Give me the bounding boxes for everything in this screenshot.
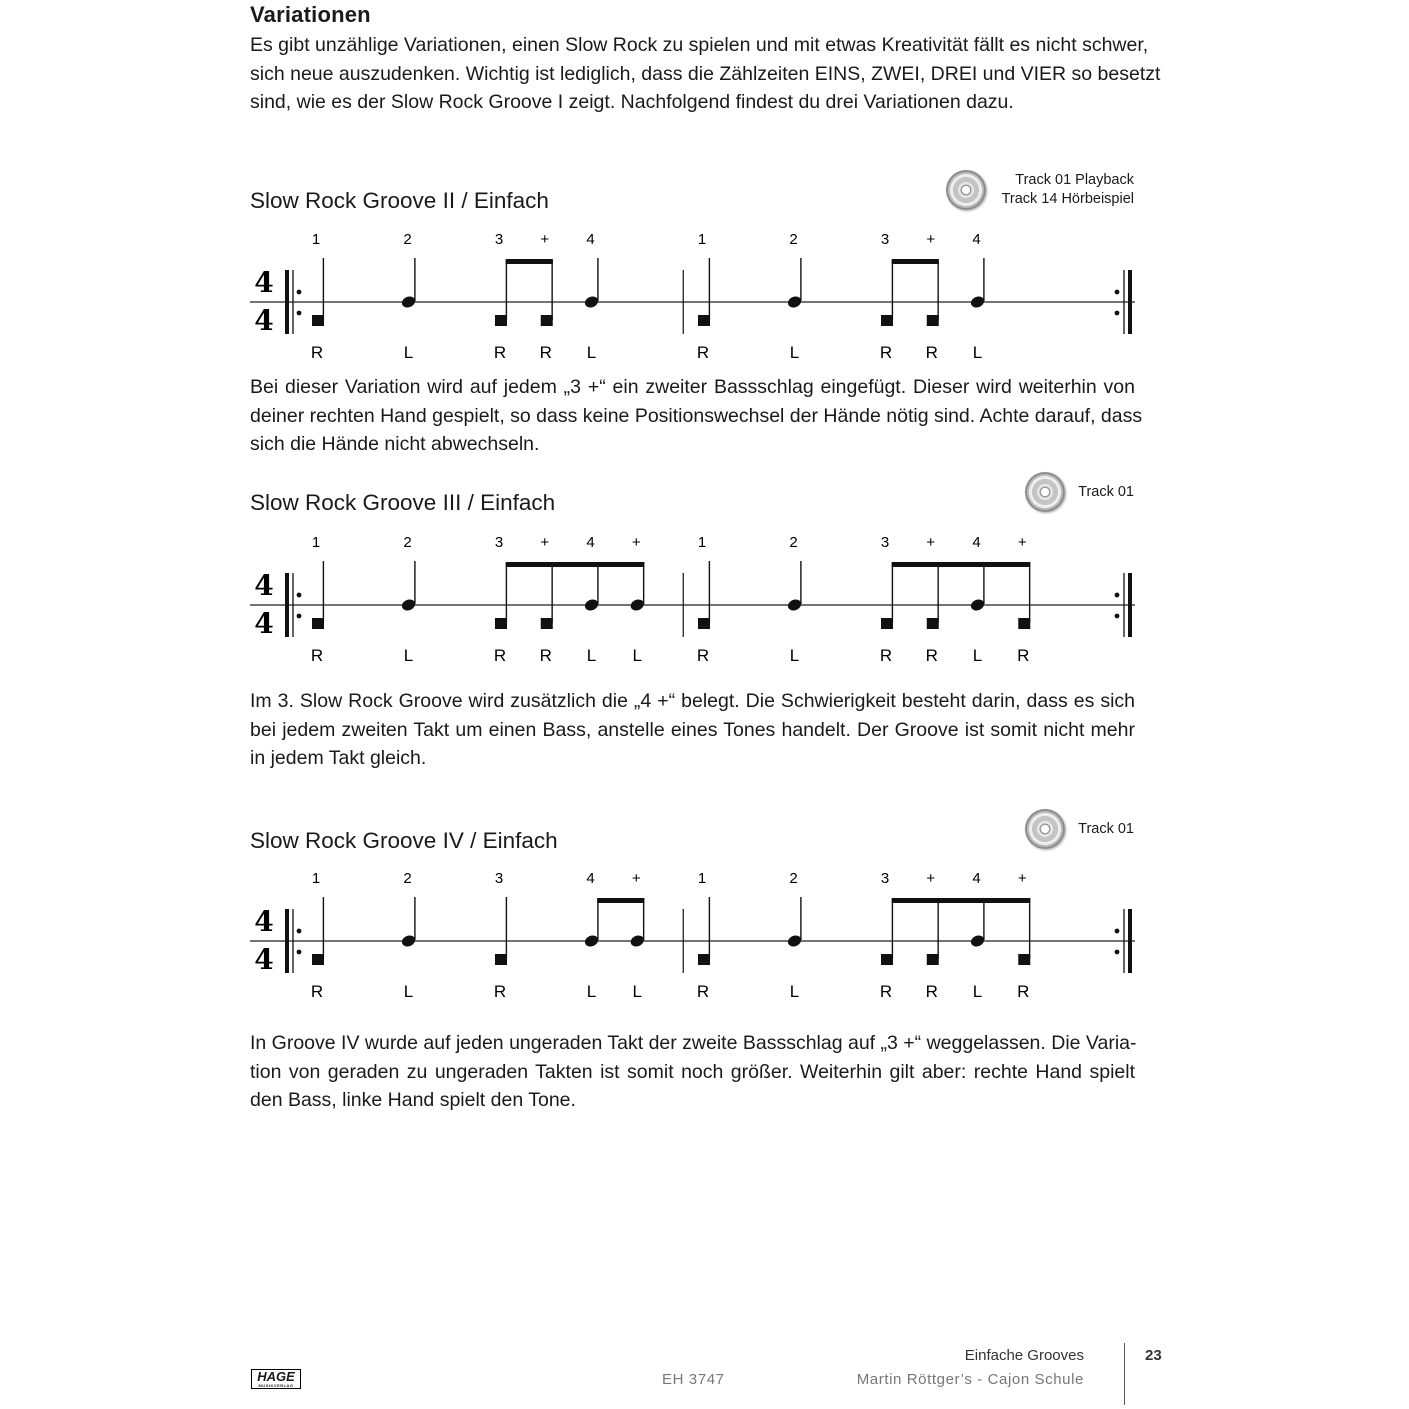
repeat-dot [297, 311, 302, 316]
hand-label: R [696, 343, 710, 362]
count-label: 4 [586, 870, 595, 887]
repeat-end-thick-bar [1128, 270, 1132, 334]
hand-label: L [632, 646, 642, 665]
description-line: tion von geraden zu ungeraden Takten ist somit noch größer. Weiterhin gilt aber: rechte Hand spielt [250, 1060, 1135, 1083]
intro-line: sind, wie es der Slow Rock Groove I zeigt. Nachfolgend findest du drei Variationen dazu. [250, 91, 1014, 113]
count-label: + [631, 870, 641, 887]
count-label: 3 [494, 870, 504, 887]
repeat-dot [297, 290, 302, 295]
repeat-dot [1115, 614, 1120, 619]
hand-label: R [879, 646, 893, 665]
description-line: deiner rechten Hand gespielt, so dass keine Positionswechsel der Hände nötig sind. Achte darauf, dass [250, 404, 1143, 427]
time-signature-top: 4 [254, 266, 274, 299]
count-label: + [1017, 534, 1027, 551]
hand-label: R [310, 646, 324, 665]
repeat-dot [1115, 311, 1120, 316]
groove-description [250, 687, 1135, 773]
description-line: Im 3. Slow Rock Groove wird zusätzlich die „4 +“ belegt. Die Schwierigkeit besteht darin, dass es sich [250, 690, 1135, 712]
count-label: + [540, 534, 550, 551]
time-signature-bottom: 4 [254, 943, 274, 976]
groove-description [250, 373, 1143, 459]
note-beam [892, 562, 1031, 567]
bass-note [1018, 954, 1030, 965]
groove-title: Slow Rock Groove III / Einfach [250, 490, 556, 515]
hand-label: L [403, 646, 414, 665]
count-label: 3 [880, 231, 890, 248]
groove-title: Slow Rock Groove IV / Einfach [250, 828, 558, 853]
book-title: Martin Röttger’s - Cajon Schule [856, 1371, 1084, 1388]
hand-label: R [493, 646, 507, 665]
chapter-title: Einfache Grooves [964, 1347, 1084, 1364]
track-info [1070, 483, 1134, 502]
description-line: in jedem Takt gleich. [250, 747, 427, 769]
note-beam [506, 259, 553, 264]
bass-note [698, 315, 710, 326]
bass-note [541, 315, 553, 326]
repeat-end-thick-bar [1128, 573, 1132, 637]
intro-paragraph [250, 31, 1161, 117]
count-label: 3 [494, 534, 504, 551]
description-line: bei jedem zweiten Takt um einen Bass, anstelle eines Tones handelt. Der Groove ist somit nicht mehr [250, 718, 1135, 741]
description-line: sich die Hände nicht abwechseln. [250, 433, 540, 455]
rhythm-staff [240, 228, 1140, 368]
hand-label: R [1017, 982, 1030, 1001]
track-info [1070, 820, 1134, 839]
hand-label: L [586, 343, 597, 362]
count-label: 2 [403, 231, 412, 248]
hand-label: L [972, 343, 983, 362]
footer-divider [1124, 1343, 1125, 1405]
repeat-start-thick-bar [285, 909, 289, 973]
hand-label: L [789, 646, 800, 665]
cd-icon[interactable] [1025, 809, 1065, 849]
hand-label: L [403, 982, 414, 1001]
track-line: Track 01 Playback [1015, 172, 1134, 188]
rhythm-staff [240, 867, 1140, 1007]
note-beam [506, 562, 645, 567]
groove-description [250, 1029, 1135, 1115]
note-beam [892, 898, 1031, 903]
note-beam [597, 898, 644, 903]
bass-note [881, 618, 893, 629]
repeat-dot [1115, 929, 1120, 934]
bass-note [541, 618, 553, 629]
count-label: 1 [311, 870, 321, 887]
time-signature-top: 4 [254, 569, 274, 602]
hand-label: R [539, 343, 552, 362]
count-label: + [926, 534, 936, 551]
bass-note [1018, 618, 1030, 629]
hand-label: R [310, 343, 324, 362]
time-signature-bottom: 4 [254, 304, 274, 337]
count-label: 2 [789, 231, 798, 248]
bass-note [698, 954, 710, 965]
time-signature-top: 4 [254, 905, 274, 938]
bass-note [881, 315, 893, 326]
time-signature-bottom: 4 [254, 607, 274, 640]
hand-label: R [879, 343, 893, 362]
bass-note [927, 954, 939, 965]
cd-icon[interactable] [1025, 472, 1065, 512]
count-label: 4 [972, 534, 981, 551]
repeat-dot [297, 614, 302, 619]
count-label: + [926, 870, 936, 887]
bass-note [495, 315, 507, 326]
hand-label: R [879, 982, 893, 1001]
hand-label: L [789, 982, 800, 1001]
logo-subtext: MUSIKVERLAG [258, 1383, 294, 1388]
count-label: 1 [697, 870, 707, 887]
hand-label: L [972, 982, 983, 1001]
repeat-dot [297, 929, 302, 934]
hand-label: R [310, 982, 324, 1001]
logo-text: HAGE [257, 1369, 295, 1384]
repeat-dot [297, 593, 302, 598]
track-info [990, 171, 1134, 209]
count-label: 1 [311, 534, 321, 551]
count-label: 2 [789, 870, 798, 887]
count-label: 4 [586, 231, 595, 248]
hand-label: L [632, 982, 642, 1001]
count-label: 4 [972, 870, 981, 887]
repeat-dot [1115, 593, 1120, 598]
catalog-number: EH 3747 [662, 1371, 725, 1388]
hand-label: L [403, 343, 414, 362]
count-label: 3 [494, 231, 504, 248]
bass-note [881, 954, 893, 965]
publisher-logo [251, 1369, 301, 1389]
section-heading: Variationen [250, 2, 371, 27]
count-label: 3 [880, 534, 890, 551]
description-line: In Groove IV wurde auf jeden ungeraden Takt der zweite Bassschlag auf „3 +“ weggelassen. Die Varia- [250, 1032, 1137, 1054]
count-label: 2 [789, 534, 798, 551]
hand-label: L [586, 982, 597, 1001]
count-label: + [540, 231, 550, 248]
hand-label: R [696, 646, 710, 665]
count-label: 2 [403, 534, 412, 551]
track-line: Track 14 Hörbeispiel [1001, 191, 1134, 207]
bass-note [927, 315, 939, 326]
hand-label: L [586, 646, 597, 665]
hand-label: R [925, 646, 938, 665]
repeat-dot [297, 950, 302, 955]
bass-note [312, 618, 324, 629]
hand-label: R [539, 646, 552, 665]
rhythm-staff [240, 531, 1140, 671]
track-line: Track 01 [1078, 821, 1134, 837]
hand-label: R [696, 982, 710, 1001]
hand-label: R [493, 343, 507, 362]
hand-label: R [925, 343, 938, 362]
count-label: 2 [403, 870, 412, 887]
bass-note [312, 954, 324, 965]
page-number: 23 [1145, 1347, 1162, 1364]
count-label: 4 [972, 231, 981, 248]
count-label: + [1017, 870, 1027, 887]
description-line: den Bass, linke Hand spielt den Tone. [250, 1089, 576, 1111]
count-label: + [926, 231, 936, 248]
cd-icon[interactable] [946, 170, 986, 210]
bass-note [698, 618, 710, 629]
repeat-end-thick-bar [1128, 909, 1132, 973]
bass-note [927, 618, 939, 629]
bass-note [312, 315, 324, 326]
count-label: 4 [586, 534, 595, 551]
hand-label: L [972, 646, 983, 665]
hand-label: R [925, 982, 938, 1001]
count-label: 1 [311, 231, 321, 248]
repeat-dot [1115, 950, 1120, 955]
count-label: 1 [697, 231, 707, 248]
intro-line: sich neue auszudenken. Wichtig ist lediglich, dass die Zählzeiten EINS, ZWEI, DREI und VIER so besetzt [250, 62, 1161, 85]
bass-note [495, 618, 507, 629]
description-line: Bei dieser Variation wird auf jedem „3 +“ ein zweiter Bassschlag eingefügt. Dieser wird weiterhin von [250, 376, 1135, 398]
groove-title: Slow Rock Groove II / Einfach [250, 188, 549, 213]
hand-label: R [1017, 646, 1030, 665]
count-label: 3 [880, 870, 890, 887]
intro-line: Es gibt unzählige Variationen, einen Slow Rock zu spielen und mit etwas Kreativität fällt es nicht schwer, [250, 34, 1149, 56]
note-beam [892, 259, 939, 264]
repeat-dot [1115, 290, 1120, 295]
repeat-start-thick-bar [285, 573, 289, 637]
count-label: 1 [697, 534, 707, 551]
hand-label: R [493, 982, 507, 1001]
count-label: + [631, 534, 641, 551]
hand-label: L [789, 343, 800, 362]
bass-note [495, 954, 507, 965]
repeat-start-thick-bar [285, 270, 289, 334]
track-line: Track 01 [1078, 484, 1134, 500]
